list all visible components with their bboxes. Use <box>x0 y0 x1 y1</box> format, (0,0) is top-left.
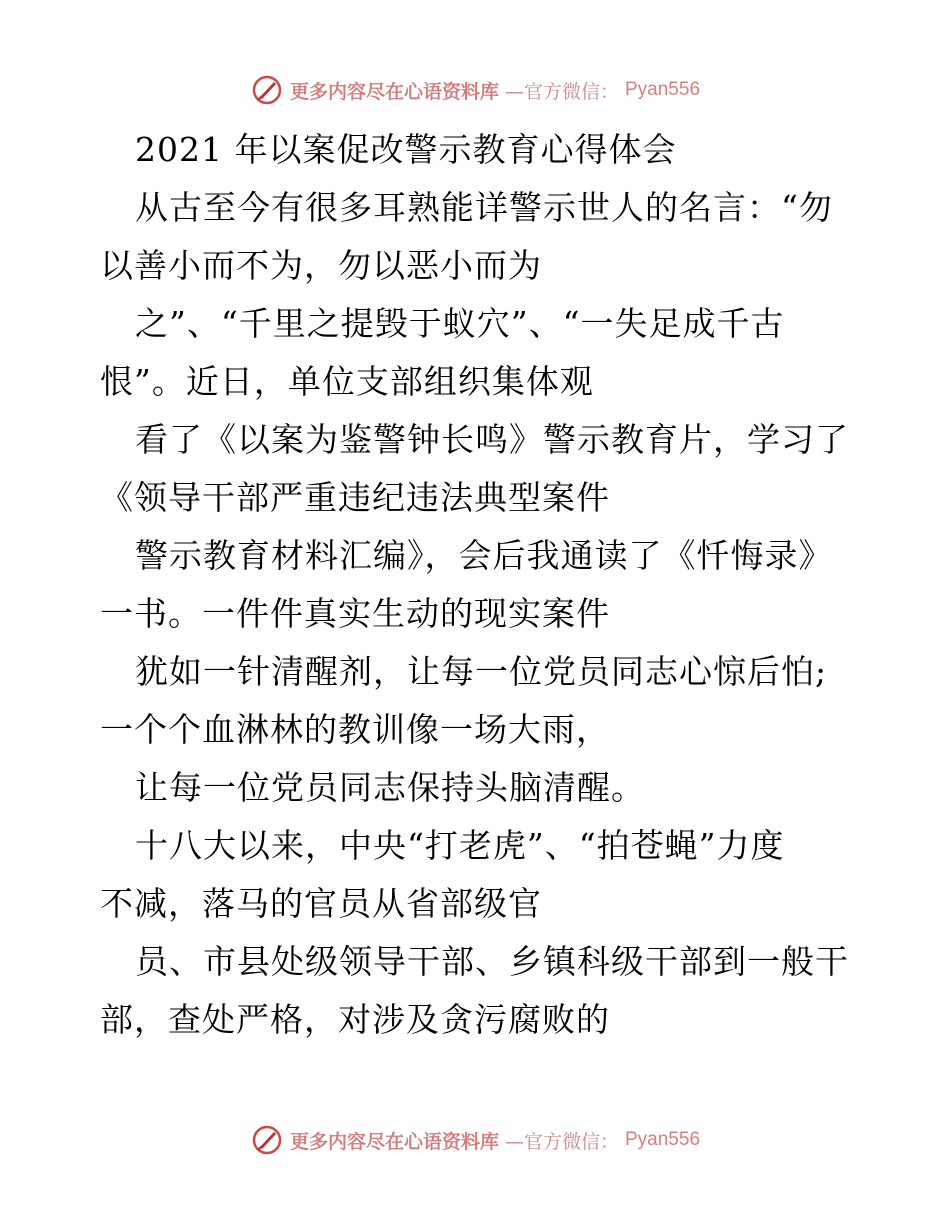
paragraph-line: 十八大以来，中央“打老虎”、“拍苍蝇”力度 <box>135 826 785 865</box>
watermark-official-label: —官方微信： <box>504 1130 619 1153</box>
paragraph-line: 犹如一针清醒剂，让每一位党员同志心惊后怕; <box>135 652 828 691</box>
paragraph-line: 部，查处严格，对涉及贪污腐败的 <box>100 1000 610 1039</box>
paragraph-line: 一个个血淋林的教训像一场大雨， <box>100 710 610 749</box>
paragraph-line: 看了《以案为鉴警钟长鸣》警示教育片，学习了 <box>135 420 849 459</box>
document-title: 2021 年以案促改警示教育心得体会 <box>135 130 677 169</box>
quill-logo-icon <box>250 1123 284 1157</box>
paragraph-line: 让每一位党员同志保持头脑清醒。 <box>135 768 645 807</box>
paragraph-line: 以善小而不为，勿以恶小而为 <box>100 246 542 285</box>
watermark-footer <box>0 1120 950 1160</box>
watermark-brand: 更多内容尽在心语资料库 <box>289 1130 499 1153</box>
watermark-official-label: —官方微信： <box>504 80 619 103</box>
paragraph-line: 从古至今有很多耳熟能详警示世人的名言：“勿 <box>135 188 833 227</box>
paragraph-line: 《领导干部严重违纪违法典型案件 <box>100 478 610 517</box>
paragraph-line: 不减，落马的官员从省部级官 <box>100 884 542 923</box>
watermark-brand: 更多内容尽在心语资料库 <box>289 80 499 103</box>
paragraph-line: 员、市县处级领导干部、乡镇科级干部到一般干 <box>135 942 849 981</box>
paragraph-line: 恨”。近日，单位支部组织集体观 <box>100 362 594 401</box>
paragraph-line: 警示教育材料汇编》，会后我通读了《忏悔录》 <box>135 536 833 575</box>
watermark-wechat-id: Pyan556 <box>625 1129 701 1150</box>
watermark-wechat-id: Pyan556 <box>625 79 701 100</box>
paragraph-line: 之”、“千里之提毁于蚁穴”、“一失足成千古 <box>135 304 785 343</box>
paragraph-line: 一书。一件件真实生动的现实案件 <box>100 594 610 633</box>
